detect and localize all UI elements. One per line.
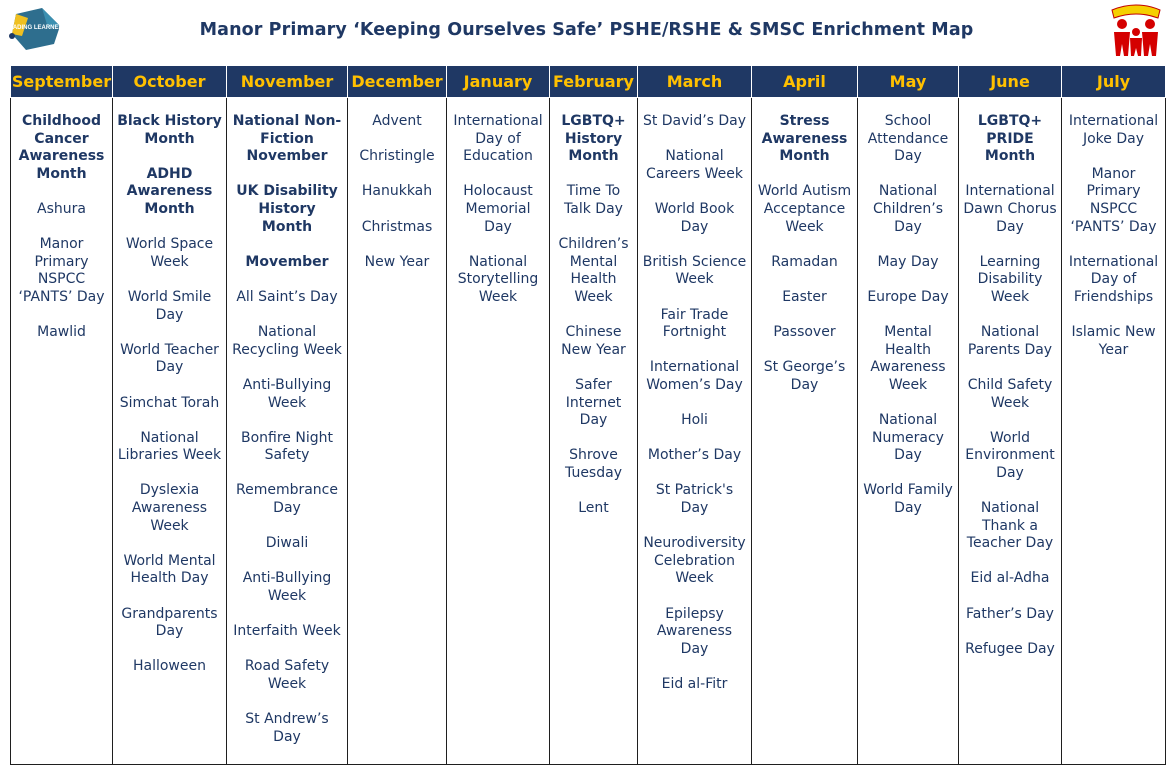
event-item: Holi [681,412,708,429]
event-item: School Attendance Day [867,113,949,165]
event-item: Anti-Bullying Week [242,376,332,411]
event-item: May Day [877,253,939,270]
month-header-march: March [638,66,752,98]
event-item: ADHD Awareness Month [126,165,213,217]
event-item: International Women’s Day [646,359,743,393]
event-item: Dyslexia Awareness Week [131,482,208,534]
event-item: World Space Week [125,236,214,270]
event-item: Fair Trade Fortnight [660,306,729,341]
event-item: World Teacher Day [120,341,219,376]
event-item: Manor Primary NSPCC ‘PANTS’ Day [18,236,105,305]
event-item: St George’s Day [763,359,846,393]
event-item: World Environment Day [965,429,1055,481]
event-item: Refugee Day [965,640,1055,657]
month-column-november [227,98,348,765]
month-column-february [550,98,638,765]
event-item: National Libraries Week [117,429,222,464]
month-column-january [447,98,550,765]
event-item: World Smile Day [127,288,212,323]
event-item: Neurodiversity Celebration Week [643,535,746,587]
month-column-july [1062,98,1166,765]
month-header-september: September [11,66,113,98]
event-item: Black History Month [117,113,222,147]
event-item: Child Safety Week [967,376,1053,411]
event-item: British Science Week [642,253,747,288]
event-item: World Book Day [654,200,735,235]
event-item: Mawlid [37,324,86,341]
event-item: World Mental Health Day [123,552,216,587]
event-item: Father’s Day [966,605,1054,622]
month-header-april: April [752,66,858,98]
event-item: Europe Day [867,288,949,305]
event-item: Hanukkah [361,183,433,200]
event-item: Grandparents Day [121,605,218,640]
event-item: St David’s Day [642,113,747,129]
event-item: New Year [364,253,430,270]
event-item: Interfaith Week [233,623,341,640]
event-item: Anti-Bullying Week [242,570,332,605]
event-item: Christingle [359,148,435,165]
event-item: International Day of Education [453,113,543,165]
event-item: LGBTQ+ PRIDE Month [977,113,1043,165]
enrichment-map-table [10,65,1166,765]
month-header-july: July [1062,66,1166,98]
event-item: Eid al-Adha [970,570,1050,587]
event-item: Easter [782,288,827,305]
event-item: International Day of Friendships [1068,253,1159,305]
event-item: Chinese New Year [561,324,626,358]
month-header-january: January [447,66,550,98]
event-item: Passover [773,324,836,341]
event-item: Bonfire Night Safety [241,429,333,464]
event-item: National Non-Fiction November [232,113,342,165]
month-column-april [752,98,858,765]
event-item: National Numeracy Day [872,412,944,464]
event-item: Halloween [132,658,206,675]
event-item: UK Disability History Month [236,183,338,235]
month-column-june [959,98,1062,765]
event-item: Shrove Tuesday [565,447,622,481]
event-item: National Children’s Day [873,183,943,235]
month-header-february: February [550,66,638,98]
event-item: Children’s Mental Health Week [558,236,629,305]
event-item: International Joke Day [1068,113,1159,147]
event-item: National Parents Day [967,324,1053,358]
page-title: Manor Primary ‘Keeping Ourselves Safe’ PSHE/RSHE & SMSC Enrichment Map [199,20,974,40]
event-item: International Dawn Chorus Day [963,183,1057,235]
event-item: National Storytelling Week [457,253,539,305]
event-item: Remembrance Day [235,482,338,517]
event-item: Road Safety Week [244,658,330,692]
event-item: National Careers Week [646,148,743,182]
event-item: Stress Awareness Month [761,113,848,165]
month-header-june: June [959,66,1062,98]
event-item: World Autism Acceptance Week [757,183,852,235]
event-item: Ramadan [771,253,838,270]
month-header-may: May [858,66,959,98]
event-item: Movember [245,253,329,270]
event-item: Advent [372,113,422,129]
month-column-march [638,98,752,765]
event-item: LGBTQ+ History Month [561,113,626,165]
event-item: Childhood Cancer Awareness Month [18,113,105,182]
school-crest-logo [1106,2,1166,58]
event-item: Simchat Torah [119,394,220,411]
event-item: Safer Internet Day [565,376,622,429]
month-column-may [858,98,959,765]
month-column-october [113,98,227,765]
event-item: Learning Disability Week [977,253,1043,305]
event-item: Holocaust Memorial Day [463,183,533,235]
month-column-september [11,98,113,765]
event-item: Mental Health Awareness Week [870,324,946,393]
month-header-november: November [227,66,348,98]
event-item: World Family Day [863,482,953,517]
logo-text-top: LEADING LEARNERS [8,25,67,31]
event-item: National Thank a Teacher Day [966,500,1054,552]
events-row [11,98,1166,765]
event-item: Diwali [265,535,309,552]
event-item: Epilepsy Awareness Day [656,605,733,657]
event-item: Lent [578,500,609,517]
event-item: Mother’s Day [647,447,742,464]
month-column-december [348,98,447,765]
event-item: Time To Talk Day [564,183,623,217]
event-item: All Saint’s Day [236,288,338,305]
month-header-december: December [348,66,447,98]
event-item: National Recycling Week [232,324,342,358]
event-item: Eid al-Fitr [661,676,728,692]
event-item: Islamic New Year [1071,324,1156,358]
month-header-october: October [113,66,227,98]
event-item: St Patrick's Day [655,482,734,517]
event-item: Christmas [361,218,433,235]
month-header-row [11,66,1166,98]
event-item: Ashura [37,200,86,217]
event-item: St Andrew’s Day [245,711,329,745]
event-item: Manor Primary NSPCC ‘PANTS’ Day [1070,165,1157,235]
